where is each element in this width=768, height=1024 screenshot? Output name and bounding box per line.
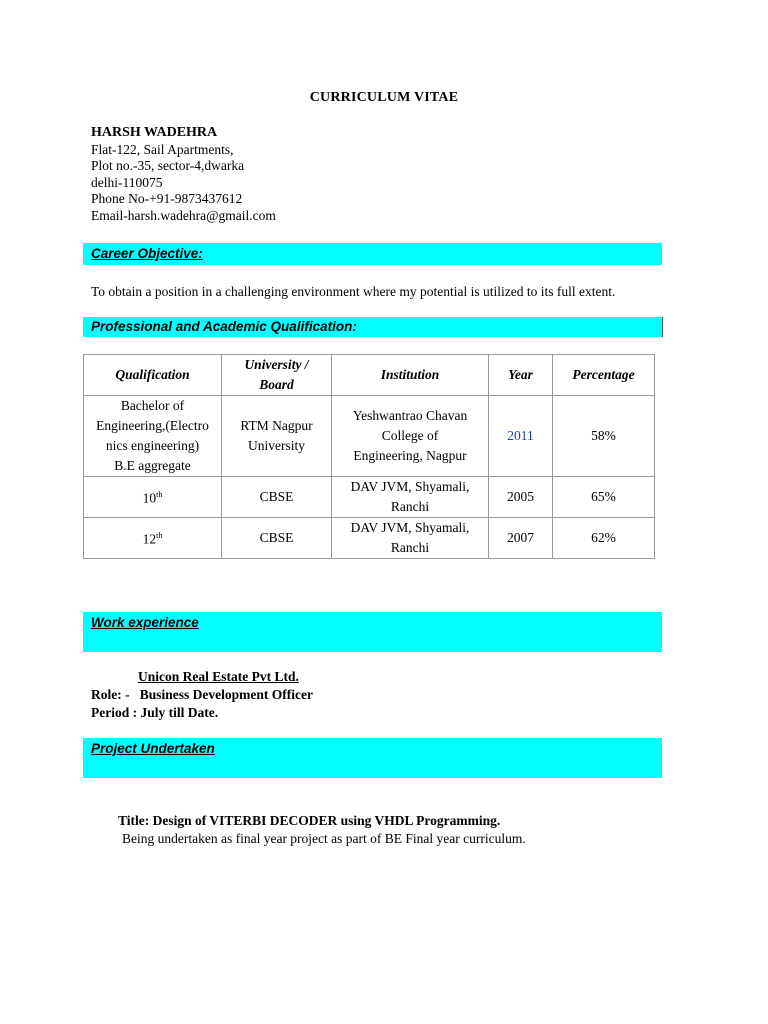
cell-year: 2005 xyxy=(489,477,553,518)
cell-text: Engineering,(Electro xyxy=(96,418,209,433)
cell-text: Engineering, Nagpur xyxy=(353,448,467,463)
cell-superscript: th xyxy=(156,531,163,541)
cell-text: Ranchi xyxy=(390,499,430,514)
objective-text: To obtain a position in a challenging environment where my potential is utilized to its full extent. xyxy=(91,284,616,299)
qualification-header xyxy=(83,317,663,337)
email-line: Email-harsh.wadehra@gmail.com xyxy=(91,207,276,223)
project-heading: Project Undertaken xyxy=(91,741,215,756)
career-objective-header xyxy=(83,243,662,265)
address-line-1: Flat-122, Sail Apartments, xyxy=(91,141,234,157)
project-title: Title: Design of VITERBI DECODER using VHDL Programming. xyxy=(118,813,501,828)
cell-superscript: th xyxy=(156,490,163,500)
cell-percentage: 65% xyxy=(553,477,655,518)
qualification-table xyxy=(83,354,655,559)
table-header-row xyxy=(84,355,655,396)
cell-text: Ranchi xyxy=(390,540,430,555)
contact-block xyxy=(91,125,276,224)
header-qualification: Qualification xyxy=(84,355,222,396)
career-objective-heading: Career Objective: xyxy=(91,246,203,261)
company-name: Unicon Real Estate Pvt Ltd. xyxy=(138,669,299,684)
header-university-line1: University / xyxy=(244,357,309,372)
cell-year: 2011 xyxy=(489,396,553,477)
address-line-2: Plot no.-35, sector-4,dwarka xyxy=(91,158,245,173)
cell-year: 2007 xyxy=(489,518,553,559)
cell-text: 10 xyxy=(142,490,157,506)
cell-text: Bachelor of xyxy=(120,398,185,413)
candidate-name: HARSH WADEHRA xyxy=(91,125,218,140)
role-line: Role: - Business Development Officer xyxy=(91,687,313,702)
cell-text: B.E aggregate xyxy=(114,458,191,473)
header-university xyxy=(222,355,332,396)
qualification-heading: Professional and Academic Qualification: xyxy=(91,319,357,334)
project-header xyxy=(83,738,662,778)
table-row xyxy=(84,477,655,518)
header-university-line2: Board xyxy=(259,377,294,392)
address-line-3: delhi-110075 xyxy=(91,174,163,190)
project-description: Being undertaken as final year project as part of BE Final year curriculum. xyxy=(122,831,526,846)
cell-text: University xyxy=(248,438,305,453)
cell-qualification xyxy=(84,477,222,518)
header-year: Year xyxy=(489,355,553,396)
cell-text: RTM Nagpur xyxy=(240,418,313,433)
cell-board: CBSE xyxy=(222,518,332,559)
work-experience-header xyxy=(83,612,662,652)
header-percentage: Percentage xyxy=(553,355,655,396)
document-title: CURRICULUM VITAE xyxy=(309,90,459,105)
cell-text: DAV JVM, Shyamali, xyxy=(350,479,470,494)
cell-text: nics engineering) xyxy=(105,438,200,453)
period-line: Period : July till Date. xyxy=(91,705,219,720)
phone-line: Phone No-+91-9873437612 xyxy=(91,191,243,206)
cell-qualification xyxy=(84,518,222,559)
table-row xyxy=(84,396,655,477)
cell-percentage: 62% xyxy=(553,518,655,559)
cell-text: Yeshwantrao Chavan xyxy=(352,408,468,423)
cell-institution xyxy=(332,396,489,477)
cell-text: DAV JVM, Shyamali, xyxy=(350,520,470,535)
cell-board xyxy=(222,396,332,477)
cell-percentage: 58% xyxy=(553,396,655,477)
cell-text: College of xyxy=(381,428,439,443)
table-row xyxy=(84,518,655,559)
cell-text: 12 xyxy=(142,531,157,547)
cell-institution xyxy=(332,477,489,518)
header-institution: Institution xyxy=(332,355,489,396)
work-experience-heading: Work experience xyxy=(91,615,199,630)
cell-board: CBSE xyxy=(222,477,332,518)
cell-institution xyxy=(332,518,489,559)
cell-qualification xyxy=(84,396,222,477)
